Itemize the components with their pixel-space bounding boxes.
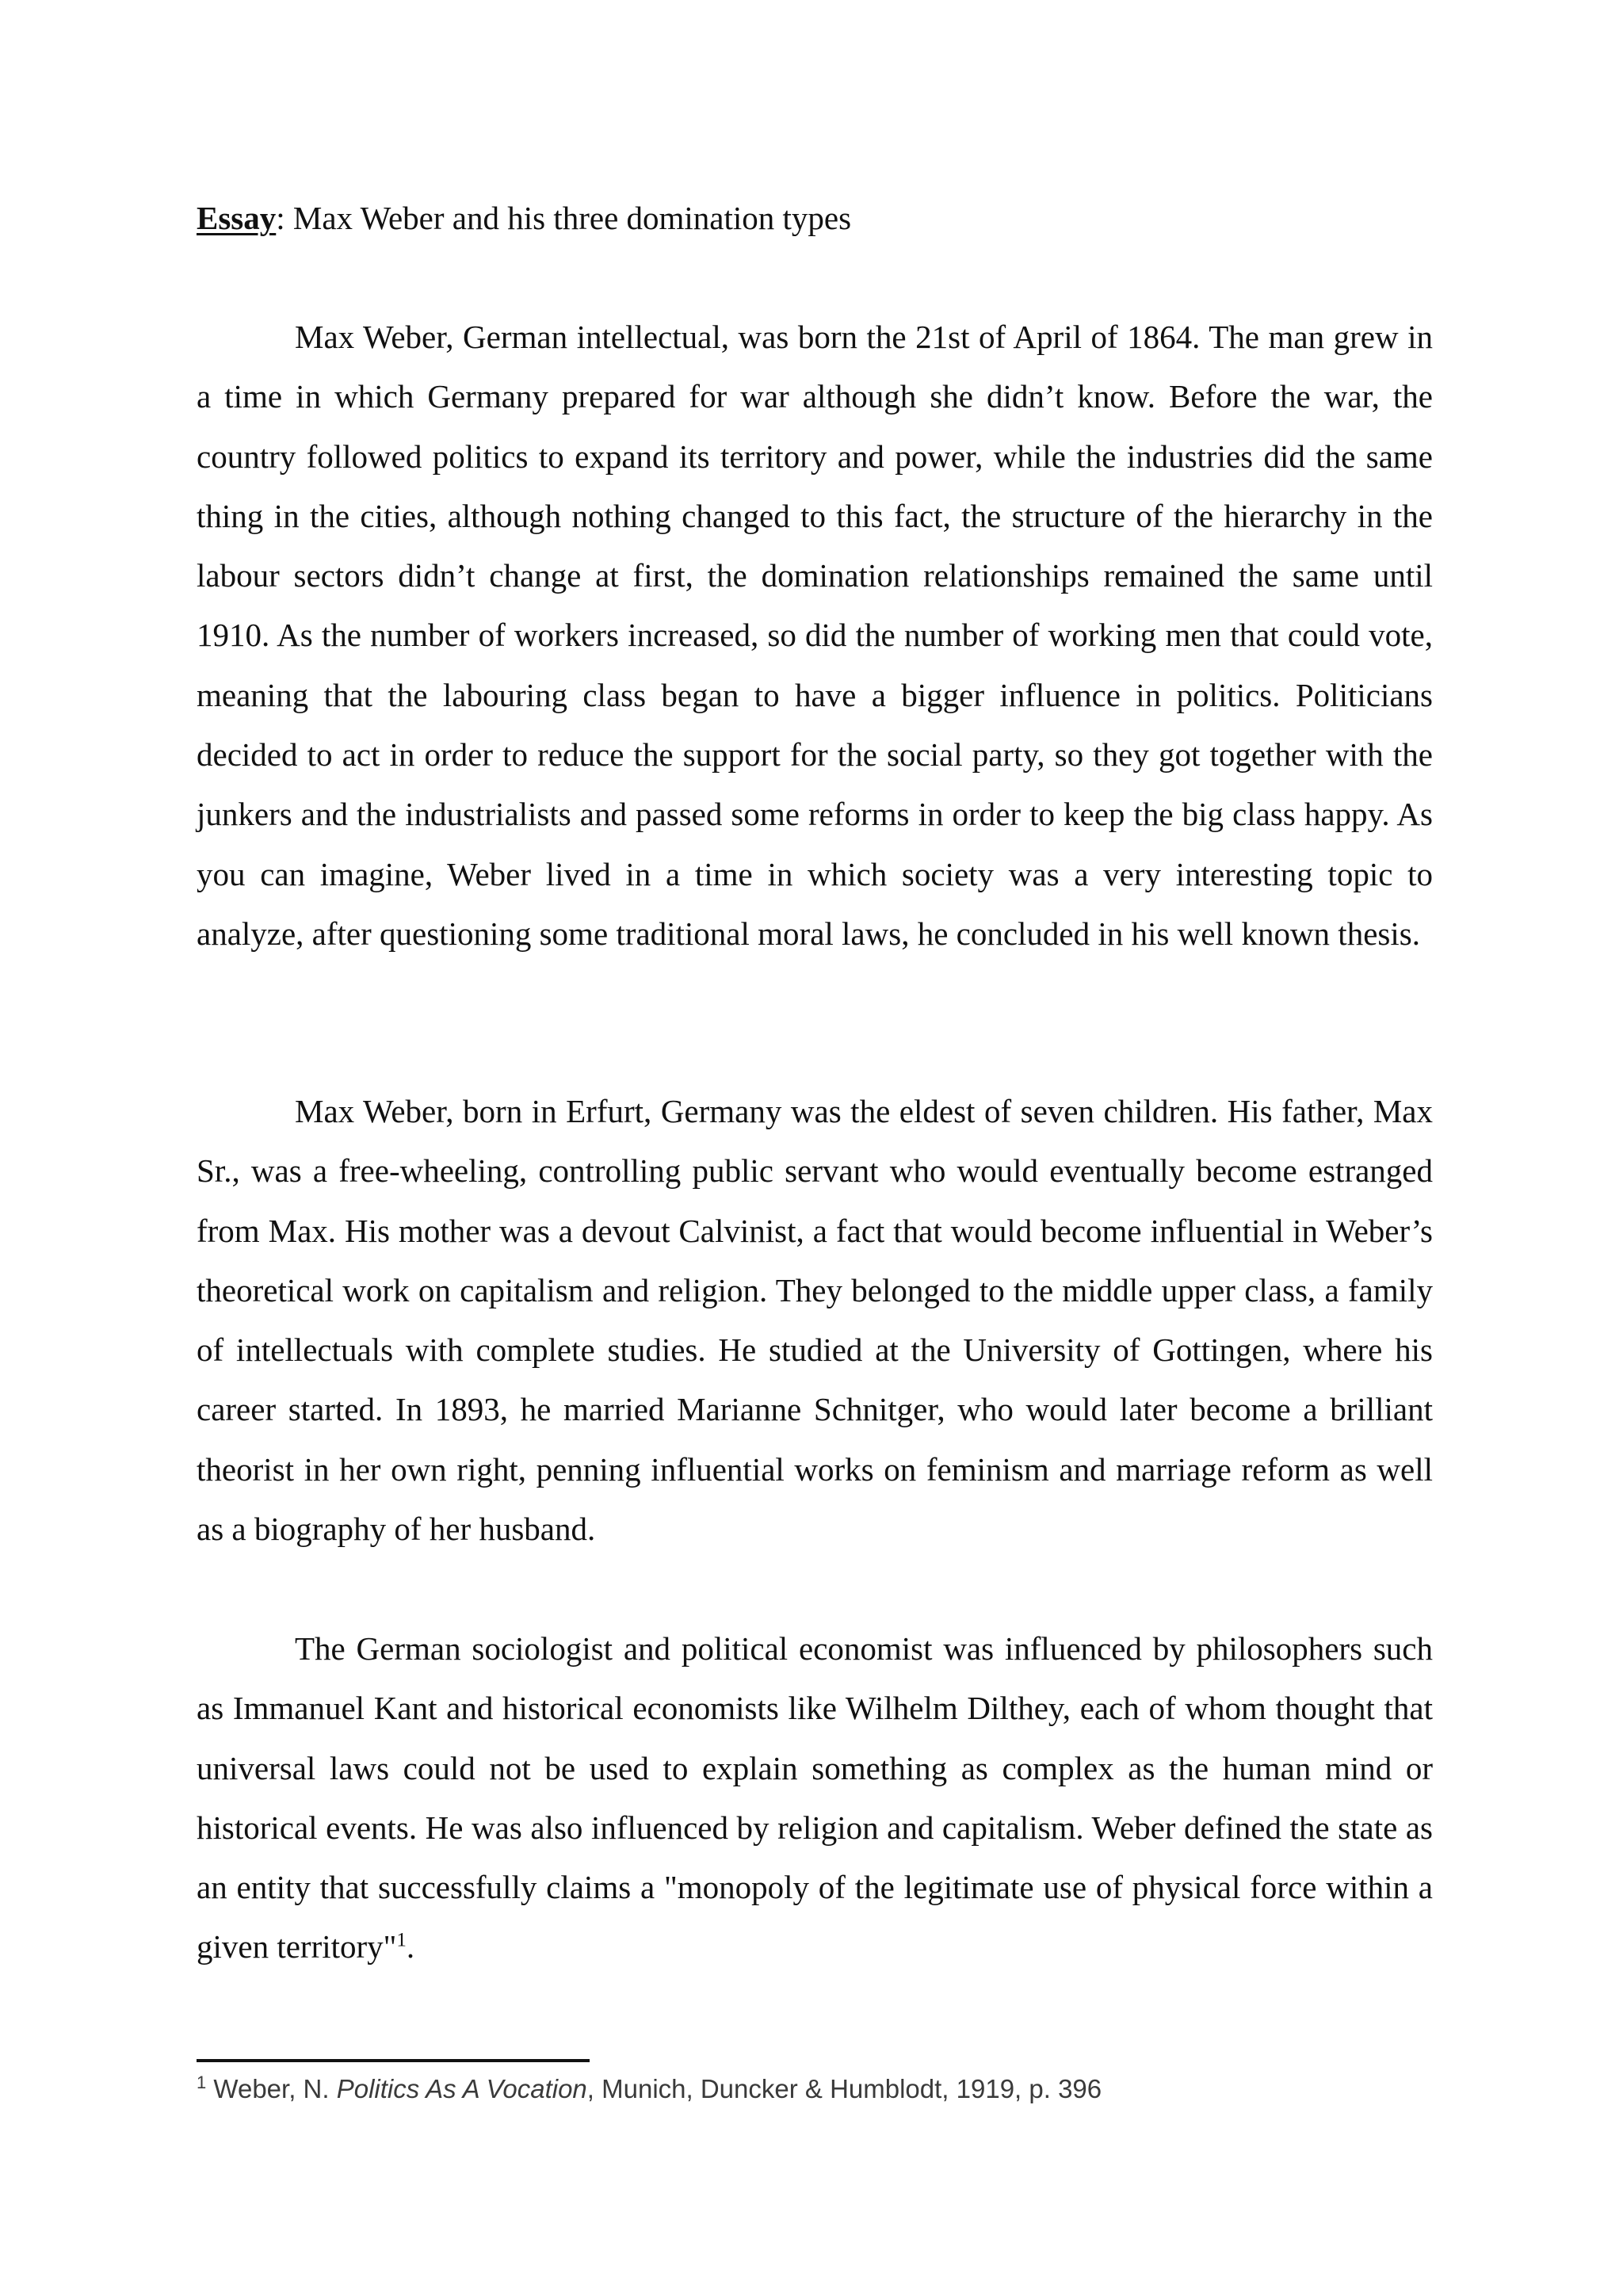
paragraph-3-end: . <box>406 1928 415 1966</box>
paragraph-3 <box>197 1619 1433 1977</box>
essay-title-text: : Max Weber and his three domination types <box>276 200 852 236</box>
footnote-number: 1 <box>197 2073 207 2092</box>
essay-label: Essay <box>197 200 277 236</box>
paragraph-2: Max Weber, born in Erfurt, Germany was the eldest of seven children. His father, Max Sr., was a free-wheeling, controlling public servant who would eventually become estranged from Max. His mother was a devout Calvinist, a fact that would become influential in Weber’s theoretical work on capitalism and religion. They belonged to the middle upper class, a family of intellectuals with complete studies. He studied at the University of Gottingen, where his career started. In 1893, he married Marianne Schnitger, who would later become a brilliant theorist in her own right, penning influential works on feminism and marriage reform as well as a biography of her husband. <box>197 1093 1433 1548</box>
essay-title <box>197 195 1433 241</box>
footnote-reference[interactable]: 1 <box>396 1929 407 1951</box>
footnote-separator <box>197 2059 590 2062</box>
paragraph-3-text: The German sociologist and political economist was influenced by philosophers such as Immanuel Kant and historical economists like Wilhelm Dilthey, each of whom thought that universal laws could not be used to explain something as complex as the human mind or historical events. He was also influenced by religion and capitalism. Weber defined the state as an entity that successfully claims a "monopoly of the legitimate use of physical force within a given territory" <box>197 1630 1433 1966</box>
paragraph-1: Max Weber, German intellectual, was born the 21st of April of 1864. The man grew in a time in which Germany prepared for war although she didn’t know. Before the war, the country followed politics to expand its territory and power, while the industries did the same thing in the cities, although nothing changed to this fact, the structure of the hierarchy in the labour sectors didn’t change at first, the domination relationships remained the same until 1910. As the number of workers increased, so did the number of working men that could vote, meaning that the labouring class began to have a bigger influence in politics. Politicians decided to act in order to reduce the support for the social party, so they got together with the junkers and the industrialists and passed some reforms in order to keep the big class happy. As you can imagine, Weber lived in a time in which society was a very interesting topic to analyze, after questioning some traditional moral laws, he concluded in his well known thesis. <box>197 319 1433 952</box>
footnote <box>197 2071 1433 2107</box>
footnote-author: Weber, N. <box>206 2074 337 2103</box>
footnote-work-title: Politics As A Vocation <box>336 2074 587 2103</box>
footnote-publication: , Munich, Duncker & Humblodt, 1919, p. 396 <box>586 2074 1102 2103</box>
